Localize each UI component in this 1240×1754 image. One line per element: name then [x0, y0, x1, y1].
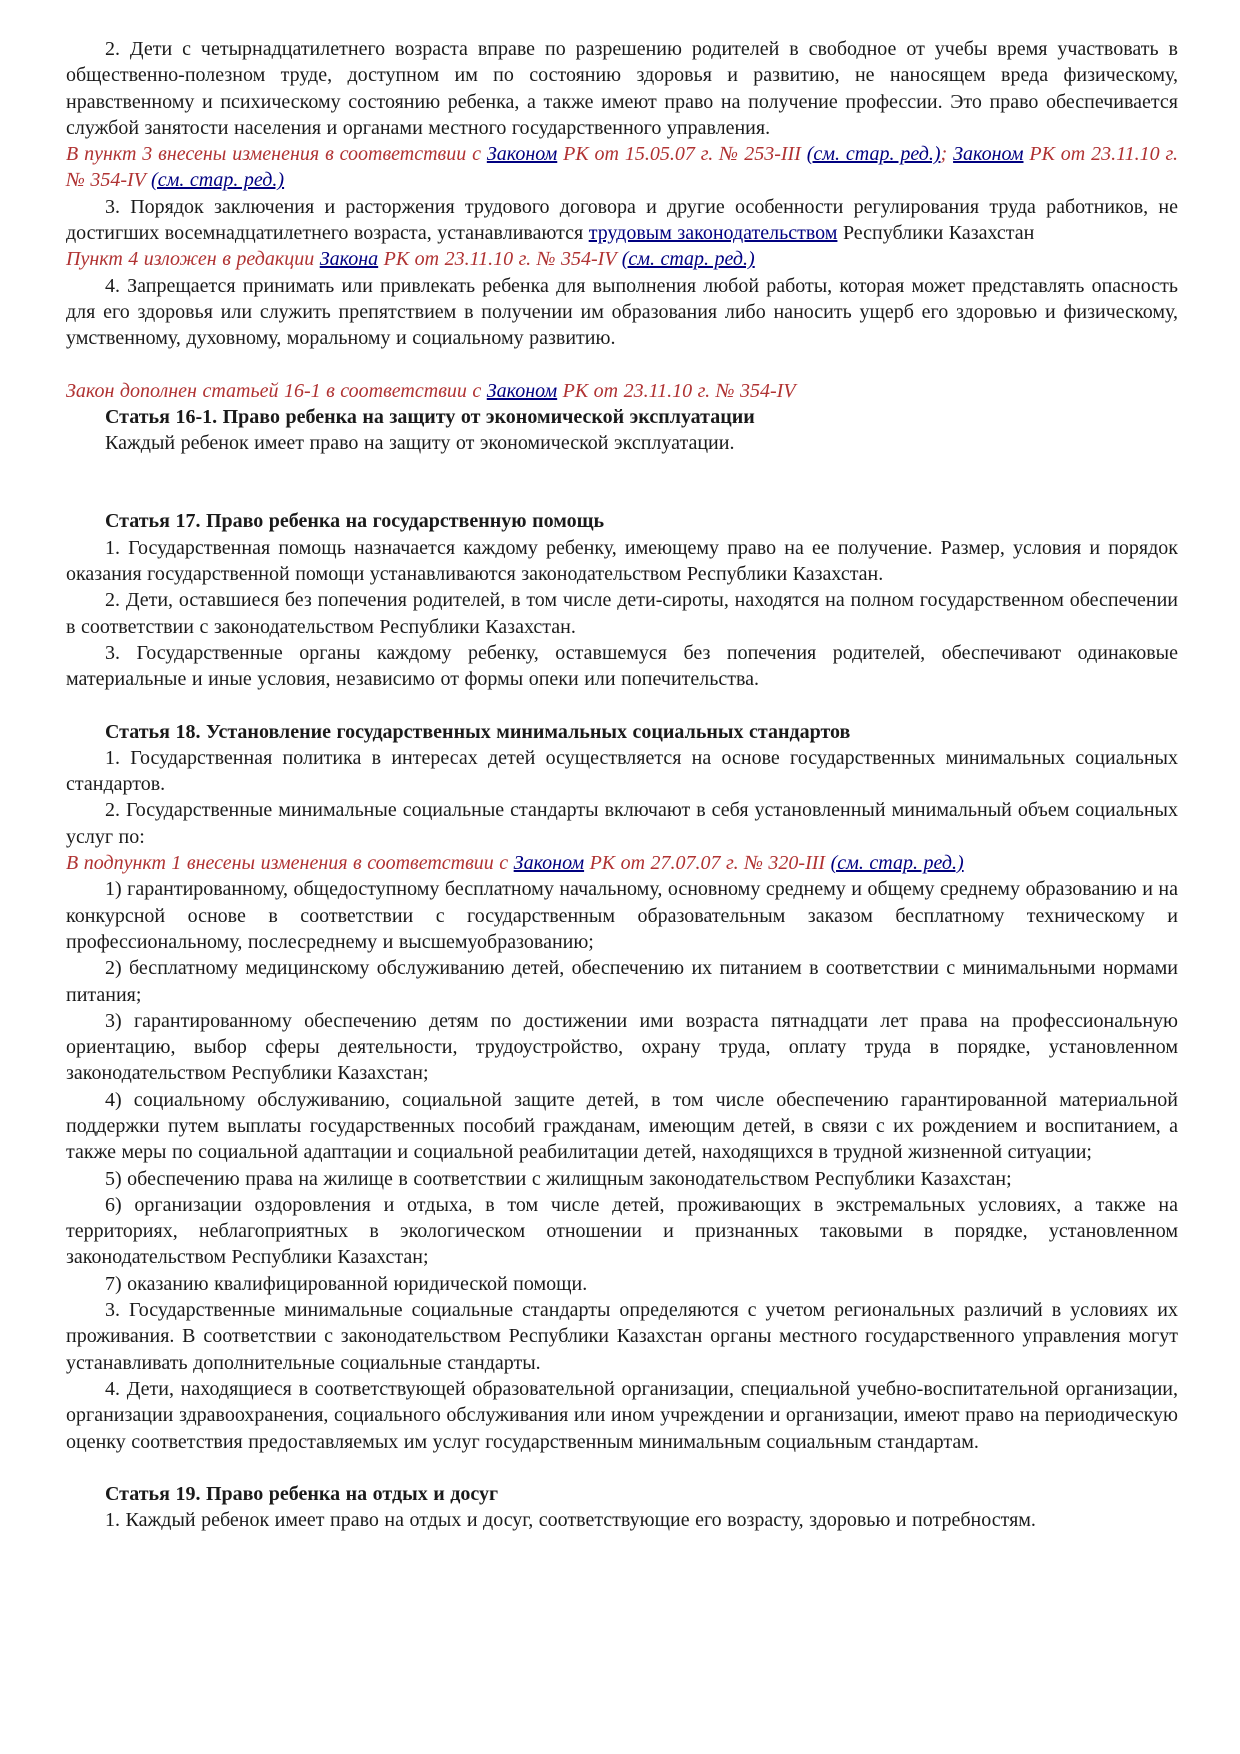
- text-run: 7) оказанию квалифицированной юридической помощи.: [105, 1272, 588, 1295]
- text-run: 5) обеспечению права на жилище в соответствии с жилищным законодательством Республики Казахстан;: [105, 1167, 1012, 1190]
- law-link[interactable]: (см. стар. ред.): [151, 169, 285, 192]
- text-run: Статья 16-1. Право ребенка на защиту от экономической эксплуатации: [105, 405, 755, 428]
- text-run: 4. Дети, находящиеся в соответствующей образовательной организации, специальной учебно-воспитательной организации, организации здравоохранения, социального обслуживания или ином учреждении и организации, имеют право на периодическую оценку соответствия предоставляемых им услуг государственным минимальным социальным стандартам.: [66, 1377, 1178, 1453]
- article-heading: [66, 1481, 1178, 1507]
- article-heading: [66, 404, 1178, 430]
- amendment-note: [66, 141, 1178, 194]
- amendment-note: [66, 850, 1178, 876]
- text-run: 3. Государственные минимальные социальные стандарты определяются с учетом региональных различий в условиях их проживания. В соответствии с законодательством Республики Казахстан органы местного государственного управления могут устанавливать дополнительные социальные стандарты.: [66, 1299, 1178, 1374]
- article-heading: [66, 508, 1178, 534]
- document-content: [66, 36, 1178, 1533]
- text-run: 3. Порядок заключения и расторжения трудового договора и другие особенности регулирования труда работников, не достигших восемнадцатилетнего возраста, устанавливаются: [66, 195, 1178, 245]
- text-run: РК от 15.05.07 г. № 253-III: [557, 143, 807, 166]
- blank-line: [66, 352, 1178, 378]
- text-run: 1. Государственная политика в интересах детей осуществляется на основе государственных минимальных социальных стандартов.: [66, 746, 1178, 796]
- blank-line: [66, 693, 1178, 719]
- article-heading: [66, 719, 1178, 745]
- body-paragraph: [66, 535, 1178, 588]
- body-paragraph: [66, 1166, 1178, 1192]
- text-run: РК от 27.07.07 г. № 320-III: [584, 852, 831, 875]
- law-link[interactable]: Законом: [953, 143, 1024, 166]
- body-paragraph: [66, 640, 1178, 693]
- blank-line: [66, 456, 1178, 482]
- body-paragraph: [66, 1192, 1178, 1271]
- body-paragraph: [66, 1087, 1178, 1166]
- text-run: 2. Государственные минимальные социальные стандарты включают в себя установленный минимальный объем социальных услуг по:: [66, 799, 1178, 848]
- text-run: 4) социальному обслуживанию, социальной защите детей, в том числе обеспечению гарантированной материальной поддержки путем выплаты государственных пособий гражданам, имеющим детей, в связи с их рождением и воспитанием, а также меры по социальной адаптации и социальной реабилитации детей, находящихся в трудной жизненной ситуации;: [66, 1088, 1178, 1164]
- body-paragraph: [66, 1507, 1178, 1533]
- law-link[interactable]: Законом: [486, 143, 558, 166]
- text-run: РК от 23.11.10 г. № 354-IV: [378, 248, 622, 271]
- text-run: 2) бесплатному медицинскому обслуживанию детей, обеспечению их питанием в соответствии с минимальными нормами питания;: [66, 957, 1178, 1006]
- body-paragraph: [66, 36, 1178, 141]
- amendment-note: [66, 246, 1178, 272]
- text-run: 2. Дети, оставшиеся без попечения родителей, в том числе дети-сироты, находятся на полном государственном обеспечении в соответствии с законодательством Республики Казахстан.: [66, 589, 1178, 638]
- law-link[interactable]: Законом: [513, 852, 585, 875]
- text-run: В пункт 3 внесены изменения в соответствии с: [66, 143, 487, 166]
- text-run: Статья 17. Право ребенка на государственную помощь: [105, 510, 605, 533]
- text-run: 1. Государственная помощь назначается каждому ребенку, имеющему право на ее получение. Размер, условия и порядок оказания государственной помощи устанавливаются законодательством Республики Казахстан.: [66, 536, 1178, 586]
- body-paragraph: [66, 1376, 1178, 1455]
- body-paragraph: [66, 1271, 1178, 1297]
- law-link[interactable]: Закона: [319, 248, 379, 271]
- text-run: Статья 19. Право ребенка на отдых и досуг: [105, 1482, 499, 1505]
- text-run: РК от 23.11.10 г. № 354-IV: [557, 379, 796, 402]
- amendment-note: [66, 378, 1178, 404]
- text-run: Пункт 4 изложен в редакции: [66, 248, 320, 271]
- text-run: 2. Дети с четырнадцатилетнего возраста вправе по разрешению родителей в свободное от учебы время участвовать в общественно-полезном труде, доступном им по состоянию здоровья и развитию, не наносящем вреда физическому, нравственному и психическому состоянию ребенка, а также имеют право на получение профессии. Это право обеспечивается службой занятости населения и органами местного государственного управления.: [66, 38, 1178, 139]
- text-run: 6) организации оздоровления и отдыха, в том числе детей, проживающих в экстремальных условиях, а также на территориях, неблагоприятных в экологическом отношении и признанных таковыми в порядке, установленном законодательством Республики Казахстан;: [66, 1193, 1178, 1269]
- body-paragraph: [66, 955, 1178, 1008]
- body-paragraph: [66, 876, 1178, 955]
- text-run: РК от 23.11.10 г. № 354-IV: [66, 143, 1179, 192]
- law-link[interactable]: трудовым законодательством: [588, 222, 838, 245]
- text-run: Республики Казахстан: [837, 222, 1035, 245]
- text-run: 1) гарантированному, общедоступному бесплатному начальному, основному среднему и общему среднему образованию и на конкурсной основе в соответствии с государственным образовательным заказом бесплатному техническому и профессиональному, послесреднему и высшемуобразованию;: [66, 878, 1178, 953]
- body-paragraph: [66, 1297, 1178, 1376]
- text-run: ;: [940, 143, 954, 166]
- body-paragraph: [66, 1008, 1178, 1087]
- text-run: 4. Запрещается принимать или привлекать ребенка для выполнения любой работы, которая может представлять опасность для его здоровья или служить препятствием в получении им образования либо наносить ущерб его здоровью и физическому, умственному, духовному, моральному и социальному развитию.: [66, 274, 1178, 350]
- text-run: В подпункт 1 внесены изменения в соответствии с: [66, 852, 514, 875]
- law-link[interactable]: (см. стар. ред.): [621, 248, 755, 271]
- body-paragraph: [66, 797, 1178, 850]
- text-run: Статья 18. Установление государственных минимальных социальных стандартов: [105, 720, 851, 743]
- body-paragraph: [66, 587, 1178, 640]
- law-link[interactable]: (см. стар. ред.): [806, 143, 941, 166]
- text-run: Закон дополнен статьей 16-1 в соответствии с: [66, 379, 487, 402]
- body-paragraph: [66, 745, 1178, 798]
- law-link[interactable]: (см. стар. ред.): [830, 852, 964, 875]
- law-link[interactable]: Законом: [486, 379, 558, 402]
- blank-line: [66, 1455, 1178, 1481]
- text-run: 3. Государственные органы каждому ребенку, оставшемуся без попечения родителей, обеспечивают одинаковые материальные и иные условия, независимо от формы опеки или попечительства.: [66, 641, 1178, 691]
- text-run: 1. Каждый ребенок имеет право на отдых и досуг, соответствующие его возрасту, здоровью и потребностям.: [105, 1509, 1036, 1532]
- body-paragraph: [66, 430, 1178, 456]
- body-paragraph: [66, 194, 1178, 247]
- blank-line: [66, 482, 1178, 508]
- text-run: Каждый ребенок имеет право на защиту от экономической эксплуатации.: [105, 432, 735, 455]
- body-paragraph: [66, 273, 1178, 352]
- text-run: 3) гарантированному обеспечению детям по достижении ими возраста пятнадцати лет права на профессиональную ориентацию, выбор сферы деятельности, трудоустройство, охрану труда, оплату труда в порядке, установленном законодательством Республики Казахстан;: [66, 1009, 1178, 1085]
